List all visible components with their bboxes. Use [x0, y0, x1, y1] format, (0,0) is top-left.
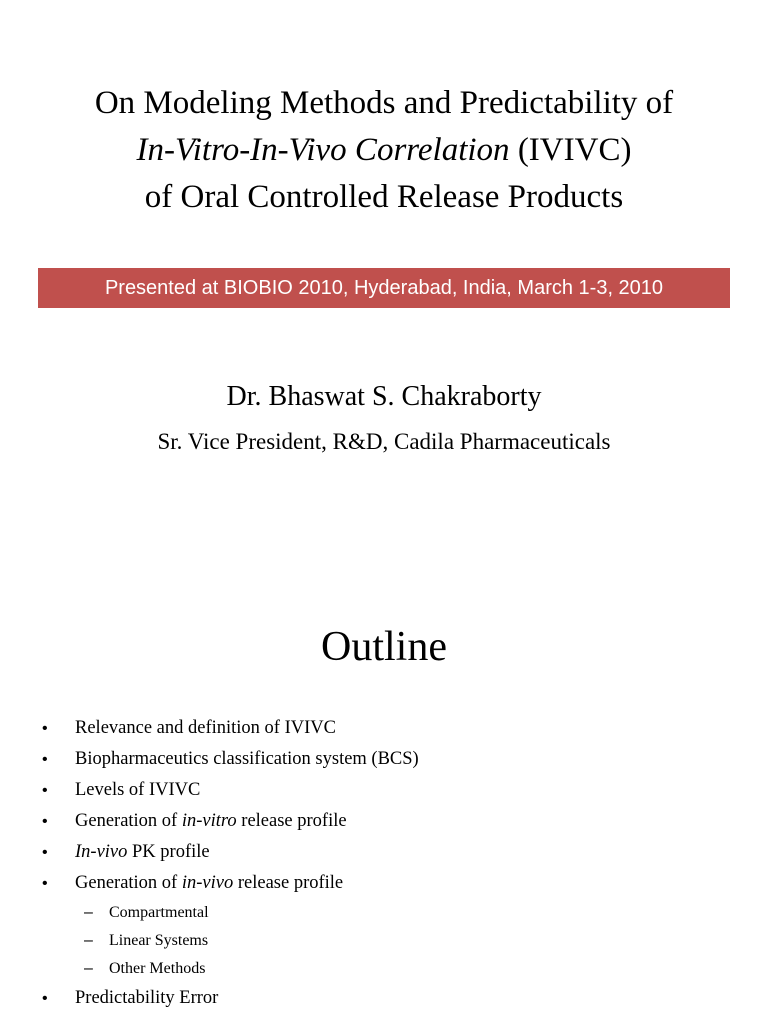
presentation-banner: Presented at BIOBIO 2010, Hyderabad, India, March 1-3, 2010 — [38, 268, 730, 308]
outline-item-text: PK profile — [127, 842, 210, 862]
outline-item-text: Generation of — [75, 811, 182, 831]
outline-item-italic: In-vivo — [75, 842, 128, 862]
title-abbreviation: (IVIVC) — [509, 132, 632, 168]
outline-item-text: Biopharmaceutics classification system (BCS) — [75, 749, 419, 769]
outline-subitem: – Other Methods — [0, 955, 419, 983]
outline-item-italic: in-vitro — [181, 811, 237, 831]
outline-item — [0, 837, 419, 868]
outline-subitem: – Linear Systems — [0, 927, 419, 955]
outline-item-text: Levels of IVIVC — [75, 780, 201, 800]
outline-item — [0, 775, 419, 806]
author-affiliation: Sr. Vice President, R&D, Cadila Pharmaceuticals — [157, 429, 611, 454]
title-line-2 — [0, 127, 768, 174]
presentation-title — [0, 80, 768, 221]
outline-item — [0, 868, 419, 899]
outline-item — [0, 744, 419, 775]
title-line-1: On Modeling Methods and Predictability of — [94, 85, 674, 121]
outline-title: Outline — [321, 624, 447, 670]
outline-item — [0, 806, 419, 837]
outline-item-text: release profile — [233, 873, 344, 893]
outline-subitem: – Compartmental — [0, 899, 419, 927]
author-name: Dr. Bhaswat S. Chakraborty — [226, 381, 542, 412]
outline-item-text: Relevance and definition of IVIVC — [75, 718, 336, 738]
outline-item — [0, 713, 419, 744]
outline-item-text: Predictability Error — [75, 988, 219, 1008]
outline-item — [0, 983, 419, 1014]
outline-item-text: release profile — [236, 811, 347, 831]
outline-item-italic: in-vivo — [181, 873, 234, 893]
outline-list — [0, 713, 419, 1014]
title-italic-phrase: In-Vitro-In-Vivo Correlation — [136, 132, 510, 168]
title-line-3: of Oral Controlled Release Products — [144, 179, 624, 215]
outline-slide — [0, 575, 768, 1024]
outline-item-text: Generation of — [75, 873, 182, 893]
